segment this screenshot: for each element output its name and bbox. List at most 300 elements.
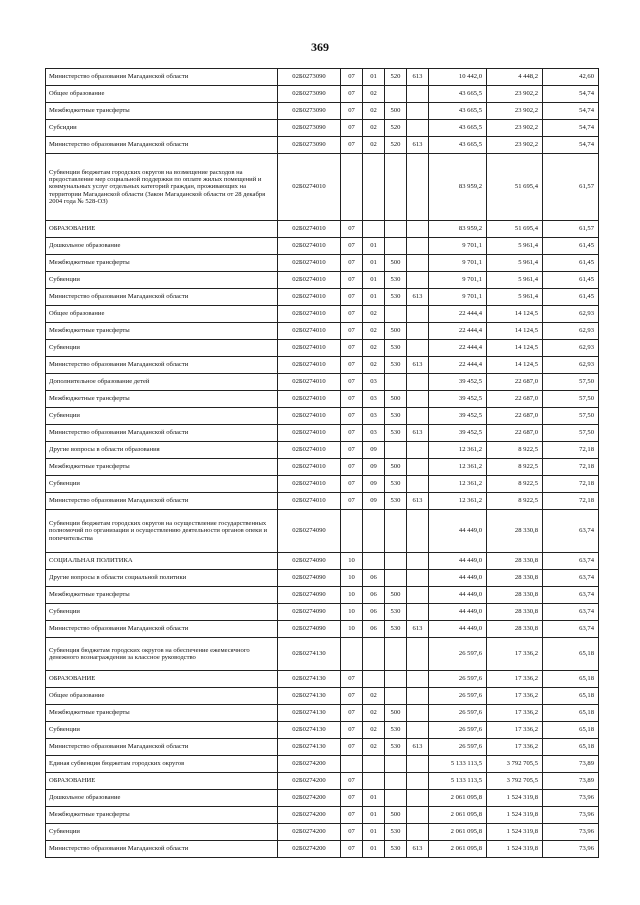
- row-percent-cell: 65,18: [543, 671, 599, 688]
- row-name-cell: СОЦИАЛЬНАЯ ПОЛИТИКА: [46, 553, 278, 570]
- row-percent-cell: 73,89: [543, 756, 599, 773]
- row-code-cell: 02Б0274010: [278, 459, 341, 476]
- row-subsection-cell: 03: [363, 425, 385, 442]
- row-percent-cell: 63,74: [543, 510, 599, 553]
- row-admin-code-cell: [407, 476, 429, 493]
- row-plan-cell: 26 597,6: [429, 705, 487, 722]
- row-subsection-cell: 02: [363, 722, 385, 739]
- row-code-cell: 02Б0274010: [278, 425, 341, 442]
- row-code-cell: 02Б0274010: [278, 289, 341, 306]
- row-subsection-cell: [363, 510, 385, 553]
- row-admin-code-cell: [407, 86, 429, 103]
- row-section-cell: 07: [341, 221, 363, 238]
- row-percent-cell: 72,18: [543, 459, 599, 476]
- row-section-cell: [341, 154, 363, 221]
- row-subsection-cell: 01: [363, 841, 385, 858]
- row-name-cell: Дошкольное образование: [46, 790, 278, 807]
- row-plan-cell: 44 449,0: [429, 510, 487, 553]
- row-fact-cell: 51 695,4: [487, 154, 543, 221]
- row-plan-cell: 2 061 095,8: [429, 807, 487, 824]
- table-row: [46, 756, 599, 773]
- row-code-cell: 02Б0274090: [278, 510, 341, 553]
- row-fact-cell: 22 687,0: [487, 408, 543, 425]
- row-subsection-cell: 02: [363, 688, 385, 705]
- row-name-cell: Общее образование: [46, 306, 278, 323]
- row-admin-code-cell: [407, 408, 429, 425]
- row-expense-type-cell: [385, 442, 407, 459]
- row-fact-cell: 14 124,5: [487, 340, 543, 357]
- row-subsection-cell: 02: [363, 120, 385, 137]
- row-percent-cell: 42,60: [543, 69, 599, 86]
- row-plan-cell: 39 452,5: [429, 425, 487, 442]
- row-admin-code-cell: [407, 120, 429, 137]
- row-fact-cell: 22 687,0: [487, 425, 543, 442]
- row-admin-code-cell: [407, 790, 429, 807]
- row-percent-cell: 72,18: [543, 442, 599, 459]
- row-section-cell: 10: [341, 604, 363, 621]
- row-subsection-cell: 01: [363, 289, 385, 306]
- row-percent-cell: 73,96: [543, 790, 599, 807]
- row-admin-code-cell: [407, 221, 429, 238]
- row-fact-cell: 22 687,0: [487, 374, 543, 391]
- row-subsection-cell: 02: [363, 86, 385, 103]
- row-plan-cell: 83 959,2: [429, 154, 487, 221]
- table-row: [46, 493, 599, 510]
- row-section-cell: 07: [341, 671, 363, 688]
- row-fact-cell: 5 961,4: [487, 272, 543, 289]
- row-fact-cell: 17 336,2: [487, 671, 543, 688]
- row-subsection-cell: 02: [363, 323, 385, 340]
- table-row: [46, 374, 599, 391]
- row-name-cell: Другие вопросы в области социальной политики: [46, 570, 278, 587]
- row-plan-cell: 9 701,1: [429, 289, 487, 306]
- row-code-cell: 02Б0274200: [278, 756, 341, 773]
- row-expense-type-cell: 500: [385, 459, 407, 476]
- table-row: [46, 289, 599, 306]
- row-admin-code-cell: [407, 824, 429, 841]
- row-name-cell: Министерство образования Магаданской области: [46, 841, 278, 858]
- table-row: [46, 510, 599, 553]
- row-subsection-cell: 01: [363, 790, 385, 807]
- row-expense-type-cell: 530: [385, 340, 407, 357]
- row-fact-cell: 14 124,5: [487, 357, 543, 374]
- row-plan-cell: 2 061 095,8: [429, 841, 487, 858]
- row-fact-cell: 28 330,8: [487, 587, 543, 604]
- row-name-cell: Дополнительное образование детей: [46, 374, 278, 391]
- row-name-cell: Дошкольное образование: [46, 238, 278, 255]
- row-fact-cell: 1 524 319,8: [487, 790, 543, 807]
- table-row: [46, 638, 599, 671]
- row-subsection-cell: 06: [363, 570, 385, 587]
- table-row: [46, 221, 599, 238]
- row-subsection-cell: 01: [363, 824, 385, 841]
- row-section-cell: 07: [341, 425, 363, 442]
- row-percent-cell: 65,18: [543, 722, 599, 739]
- row-plan-cell: 26 597,6: [429, 671, 487, 688]
- row-fact-cell: 5 961,4: [487, 255, 543, 272]
- row-section-cell: 07: [341, 476, 363, 493]
- table-row: [46, 255, 599, 272]
- row-percent-cell: 62,93: [543, 323, 599, 340]
- row-code-cell: 02Б0274010: [278, 238, 341, 255]
- row-code-cell: 02Б0274090: [278, 621, 341, 638]
- row-plan-cell: 43 665,5: [429, 137, 487, 154]
- row-admin-code-cell: 613: [407, 493, 429, 510]
- row-section-cell: 10: [341, 587, 363, 604]
- row-section-cell: 10: [341, 570, 363, 587]
- row-code-cell: 02Б0274010: [278, 442, 341, 459]
- table-row: [46, 323, 599, 340]
- row-admin-code-cell: [407, 442, 429, 459]
- row-percent-cell: 72,18: [543, 493, 599, 510]
- row-plan-cell: 2 061 095,8: [429, 824, 487, 841]
- row-code-cell: 02Б0274130: [278, 688, 341, 705]
- row-section-cell: 07: [341, 722, 363, 739]
- row-expense-type-cell: [385, 756, 407, 773]
- row-code-cell: 02Б0274010: [278, 323, 341, 340]
- row-admin-code-cell: [407, 238, 429, 255]
- row-admin-code-cell: [407, 705, 429, 722]
- row-subsection-cell: 01: [363, 69, 385, 86]
- row-name-cell: Министерство образования Магаданской области: [46, 69, 278, 86]
- table-row: [46, 553, 599, 570]
- row-admin-code-cell: [407, 638, 429, 671]
- row-name-cell: Межбюджетные трансферты: [46, 587, 278, 604]
- row-name-cell: Межбюджетные трансферты: [46, 459, 278, 476]
- row-name-cell: Министерство образования Магаданской области: [46, 739, 278, 756]
- row-name-cell: Межбюджетные трансферты: [46, 705, 278, 722]
- row-section-cell: 07: [341, 408, 363, 425]
- row-section-cell: 07: [341, 357, 363, 374]
- row-code-cell: 02Б0274130: [278, 705, 341, 722]
- row-fact-cell: 23 902,2: [487, 120, 543, 137]
- row-subsection-cell: 03: [363, 391, 385, 408]
- row-admin-code-cell: 613: [407, 69, 429, 86]
- row-admin-code-cell: 613: [407, 425, 429, 442]
- row-name-cell: Министерство образования Магаданской области: [46, 357, 278, 374]
- table-row: [46, 154, 599, 221]
- row-plan-cell: 83 959,2: [429, 221, 487, 238]
- row-plan-cell: 9 701,1: [429, 272, 487, 289]
- row-plan-cell: 26 597,6: [429, 688, 487, 705]
- row-code-cell: 02Б0273090: [278, 69, 341, 86]
- row-name-cell: Министерство образования Магаданской области: [46, 137, 278, 154]
- row-section-cell: 07: [341, 323, 363, 340]
- row-plan-cell: 5 133 113,5: [429, 756, 487, 773]
- table-row: [46, 408, 599, 425]
- row-name-cell: Межбюджетные трансферты: [46, 255, 278, 272]
- table-row: [46, 272, 599, 289]
- row-code-cell: 02Б0273090: [278, 86, 341, 103]
- row-percent-cell: 73,96: [543, 841, 599, 858]
- row-percent-cell: 54,74: [543, 137, 599, 154]
- row-expense-type-cell: [385, 510, 407, 553]
- row-percent-cell: 63,74: [543, 604, 599, 621]
- row-plan-cell: 39 452,5: [429, 408, 487, 425]
- row-section-cell: 07: [341, 374, 363, 391]
- row-percent-cell: 54,74: [543, 86, 599, 103]
- row-plan-cell: 26 597,6: [429, 739, 487, 756]
- row-expense-type-cell: 530: [385, 722, 407, 739]
- row-code-cell: 02Б0274010: [278, 255, 341, 272]
- row-admin-code-cell: 613: [407, 621, 429, 638]
- row-expense-type-cell: 500: [385, 323, 407, 340]
- row-subsection-cell: 02: [363, 137, 385, 154]
- row-fact-cell: 8 922,5: [487, 476, 543, 493]
- row-fact-cell: 23 902,2: [487, 137, 543, 154]
- row-name-cell: Субвенции: [46, 604, 278, 621]
- row-admin-code-cell: 613: [407, 289, 429, 306]
- row-name-cell: Министерство образования Магаданской области: [46, 425, 278, 442]
- row-code-cell: 02Б0274200: [278, 807, 341, 824]
- row-plan-cell: 44 449,0: [429, 604, 487, 621]
- row-name-cell: Межбюджетные трансферты: [46, 391, 278, 408]
- row-section-cell: 07: [341, 442, 363, 459]
- row-expense-type-cell: [385, 671, 407, 688]
- row-expense-type-cell: 520: [385, 69, 407, 86]
- row-expense-type-cell: [385, 688, 407, 705]
- table-row: [46, 773, 599, 790]
- row-expense-type-cell: [385, 638, 407, 671]
- row-fact-cell: 23 902,2: [487, 86, 543, 103]
- row-plan-cell: 44 449,0: [429, 570, 487, 587]
- row-plan-cell: 2 061 095,8: [429, 790, 487, 807]
- row-percent-cell: 63,74: [543, 570, 599, 587]
- row-percent-cell: 63,74: [543, 587, 599, 604]
- row-fact-cell: 28 330,8: [487, 604, 543, 621]
- table-row: [46, 604, 599, 621]
- row-admin-code-cell: [407, 374, 429, 391]
- row-fact-cell: 5 961,4: [487, 289, 543, 306]
- row-code-cell: 02Б0274010: [278, 374, 341, 391]
- table-row: [46, 570, 599, 587]
- table-row: [46, 425, 599, 442]
- row-code-cell: 02Б0274010: [278, 408, 341, 425]
- table-row: [46, 120, 599, 137]
- table-row: [46, 137, 599, 154]
- row-code-cell: 02Б0273090: [278, 103, 341, 120]
- row-fact-cell: 3 792 705,5: [487, 756, 543, 773]
- row-fact-cell: 28 330,8: [487, 553, 543, 570]
- row-fact-cell: 17 336,2: [487, 739, 543, 756]
- row-fact-cell: 14 124,5: [487, 323, 543, 340]
- row-fact-cell: 5 961,4: [487, 238, 543, 255]
- row-section-cell: 07: [341, 688, 363, 705]
- row-section-cell: 10: [341, 553, 363, 570]
- budget-table: [45, 68, 599, 858]
- row-plan-cell: 10 442,0: [429, 69, 487, 86]
- row-plan-cell: 22 444,4: [429, 357, 487, 374]
- row-section-cell: 07: [341, 773, 363, 790]
- row-expense-type-cell: [385, 238, 407, 255]
- row-expense-type-cell: 530: [385, 272, 407, 289]
- table-row: [46, 790, 599, 807]
- row-code-cell: 02Б0274010: [278, 154, 341, 221]
- row-expense-type-cell: [385, 553, 407, 570]
- row-subsection-cell: 02: [363, 103, 385, 120]
- row-expense-type-cell: 530: [385, 425, 407, 442]
- row-admin-code-cell: [407, 154, 429, 221]
- row-percent-cell: 57,50: [543, 425, 599, 442]
- row-expense-type-cell: 500: [385, 255, 407, 272]
- row-subsection-cell: [363, 154, 385, 221]
- row-name-cell: Субвенции бюджетам городских округов на осуществление государственных полномочий по организации и осуществлению деятельности органов опеки и попечительства: [46, 510, 278, 553]
- table-row: [46, 86, 599, 103]
- row-subsection-cell: 02: [363, 357, 385, 374]
- row-plan-cell: 5 133 113,5: [429, 773, 487, 790]
- table-row: [46, 841, 599, 858]
- row-code-cell: 02Б0274130: [278, 722, 341, 739]
- row-plan-cell: 22 444,4: [429, 306, 487, 323]
- row-section-cell: 07: [341, 841, 363, 858]
- row-section-cell: 07: [341, 824, 363, 841]
- row-plan-cell: 12 361,2: [429, 459, 487, 476]
- row-plan-cell: 9 701,1: [429, 238, 487, 255]
- row-code-cell: 02Б0274010: [278, 357, 341, 374]
- row-admin-code-cell: [407, 272, 429, 289]
- row-expense-type-cell: [385, 306, 407, 323]
- row-plan-cell: 26 597,6: [429, 638, 487, 671]
- row-fact-cell: 1 524 319,8: [487, 824, 543, 841]
- row-admin-code-cell: [407, 459, 429, 476]
- row-code-cell: 02Б0274130: [278, 739, 341, 756]
- row-plan-cell: 12 361,2: [429, 476, 487, 493]
- row-section-cell: 07: [341, 391, 363, 408]
- row-plan-cell: 43 665,5: [429, 86, 487, 103]
- table-row: [46, 722, 599, 739]
- row-expense-type-cell: 520: [385, 137, 407, 154]
- table-row: [46, 688, 599, 705]
- row-subsection-cell: 01: [363, 272, 385, 289]
- row-admin-code-cell: [407, 756, 429, 773]
- row-code-cell: 02Б0274200: [278, 773, 341, 790]
- table-row: [46, 739, 599, 756]
- row-name-cell: Субвенции: [46, 340, 278, 357]
- row-section-cell: [341, 638, 363, 671]
- row-subsection-cell: 02: [363, 705, 385, 722]
- row-fact-cell: 17 336,2: [487, 688, 543, 705]
- row-expense-type-cell: 530: [385, 289, 407, 306]
- row-expense-type-cell: 530: [385, 357, 407, 374]
- row-section-cell: 10: [341, 621, 363, 638]
- row-name-cell: ОБРАЗОВАНИЕ: [46, 773, 278, 790]
- row-expense-type-cell: [385, 374, 407, 391]
- row-subsection-cell: 09: [363, 459, 385, 476]
- row-code-cell: 02Б0274010: [278, 306, 341, 323]
- row-percent-cell: 61,45: [543, 255, 599, 272]
- table-row: [46, 442, 599, 459]
- row-name-cell: Субвенции: [46, 722, 278, 739]
- row-section-cell: 07: [341, 69, 363, 86]
- row-subsection-cell: 06: [363, 587, 385, 604]
- row-plan-cell: 44 449,0: [429, 553, 487, 570]
- row-subsection-cell: [363, 756, 385, 773]
- row-expense-type-cell: 530: [385, 841, 407, 858]
- row-expense-type-cell: 530: [385, 604, 407, 621]
- row-expense-type-cell: 530: [385, 739, 407, 756]
- table-row: [46, 238, 599, 255]
- table-row: [46, 671, 599, 688]
- row-admin-code-cell: [407, 773, 429, 790]
- row-plan-cell: 39 452,5: [429, 374, 487, 391]
- row-section-cell: 07: [341, 289, 363, 306]
- row-code-cell: 02Б0274090: [278, 587, 341, 604]
- row-expense-type-cell: [385, 773, 407, 790]
- row-code-cell: 02Б0274010: [278, 493, 341, 510]
- row-percent-cell: 57,50: [543, 408, 599, 425]
- row-plan-cell: 43 665,5: [429, 120, 487, 137]
- row-name-cell: Единая субвенция бюджетам городских округов: [46, 756, 278, 773]
- row-fact-cell: 28 330,8: [487, 621, 543, 638]
- row-section-cell: 07: [341, 340, 363, 357]
- row-name-cell: Субвенции: [46, 408, 278, 425]
- row-name-cell: Субвенции бюджетам городских округов на возмещение расходов на предоставление мер социальной поддержки по оплате жилых помещений и коммунальных услуг отдельных категорий граждан, проживающих на территории Магаданской области (Закон Магаданской области от 28 декабря 2004 года № 528-ОЗ): [46, 154, 278, 221]
- row-plan-cell: 43 665,5: [429, 103, 487, 120]
- row-name-cell: Другие вопросы в области образования: [46, 442, 278, 459]
- row-subsection-cell: 09: [363, 442, 385, 459]
- table-row: [46, 587, 599, 604]
- row-code-cell: 02Б0274090: [278, 604, 341, 621]
- row-expense-type-cell: 500: [385, 587, 407, 604]
- row-section-cell: 07: [341, 306, 363, 323]
- row-percent-cell: 65,18: [543, 688, 599, 705]
- row-admin-code-cell: [407, 722, 429, 739]
- row-percent-cell: 62,93: [543, 306, 599, 323]
- page-number: 369: [311, 40, 329, 54]
- row-plan-cell: 22 444,4: [429, 340, 487, 357]
- row-admin-code-cell: 613: [407, 357, 429, 374]
- table-row: [46, 705, 599, 722]
- row-subsection-cell: [363, 638, 385, 671]
- table-row: [46, 340, 599, 357]
- row-percent-cell: 54,74: [543, 120, 599, 137]
- row-section-cell: 07: [341, 493, 363, 510]
- table-row: [46, 476, 599, 493]
- row-percent-cell: 57,50: [543, 374, 599, 391]
- row-expense-type-cell: 500: [385, 391, 407, 408]
- table-row: [46, 69, 599, 86]
- row-name-cell: Министерство образования Магаданской области: [46, 493, 278, 510]
- row-plan-cell: 44 449,0: [429, 621, 487, 638]
- row-section-cell: [341, 510, 363, 553]
- row-fact-cell: 23 902,2: [487, 103, 543, 120]
- row-admin-code-cell: [407, 604, 429, 621]
- row-admin-code-cell: [407, 306, 429, 323]
- row-expense-type-cell: 530: [385, 476, 407, 493]
- row-percent-cell: 62,93: [543, 357, 599, 374]
- row-code-cell: 02Б0274200: [278, 790, 341, 807]
- row-expense-type-cell: [385, 790, 407, 807]
- row-section-cell: 07: [341, 807, 363, 824]
- table-row: [46, 807, 599, 824]
- row-expense-type-cell: 530: [385, 824, 407, 841]
- row-code-cell: 02Б0273090: [278, 120, 341, 137]
- row-section-cell: 07: [341, 238, 363, 255]
- row-name-cell: ОБРАЗОВАНИЕ: [46, 221, 278, 238]
- row-admin-code-cell: [407, 510, 429, 553]
- row-fact-cell: 22 687,0: [487, 391, 543, 408]
- row-name-cell: Субвенции: [46, 476, 278, 493]
- row-subsection-cell: 06: [363, 604, 385, 621]
- row-subsection-cell: 03: [363, 408, 385, 425]
- row-code-cell: 02Б0273090: [278, 137, 341, 154]
- row-percent-cell: 73,89: [543, 773, 599, 790]
- row-section-cell: 07: [341, 120, 363, 137]
- row-fact-cell: 17 336,2: [487, 722, 543, 739]
- row-subsection-cell: [363, 773, 385, 790]
- row-section-cell: 07: [341, 86, 363, 103]
- row-subsection-cell: 01: [363, 807, 385, 824]
